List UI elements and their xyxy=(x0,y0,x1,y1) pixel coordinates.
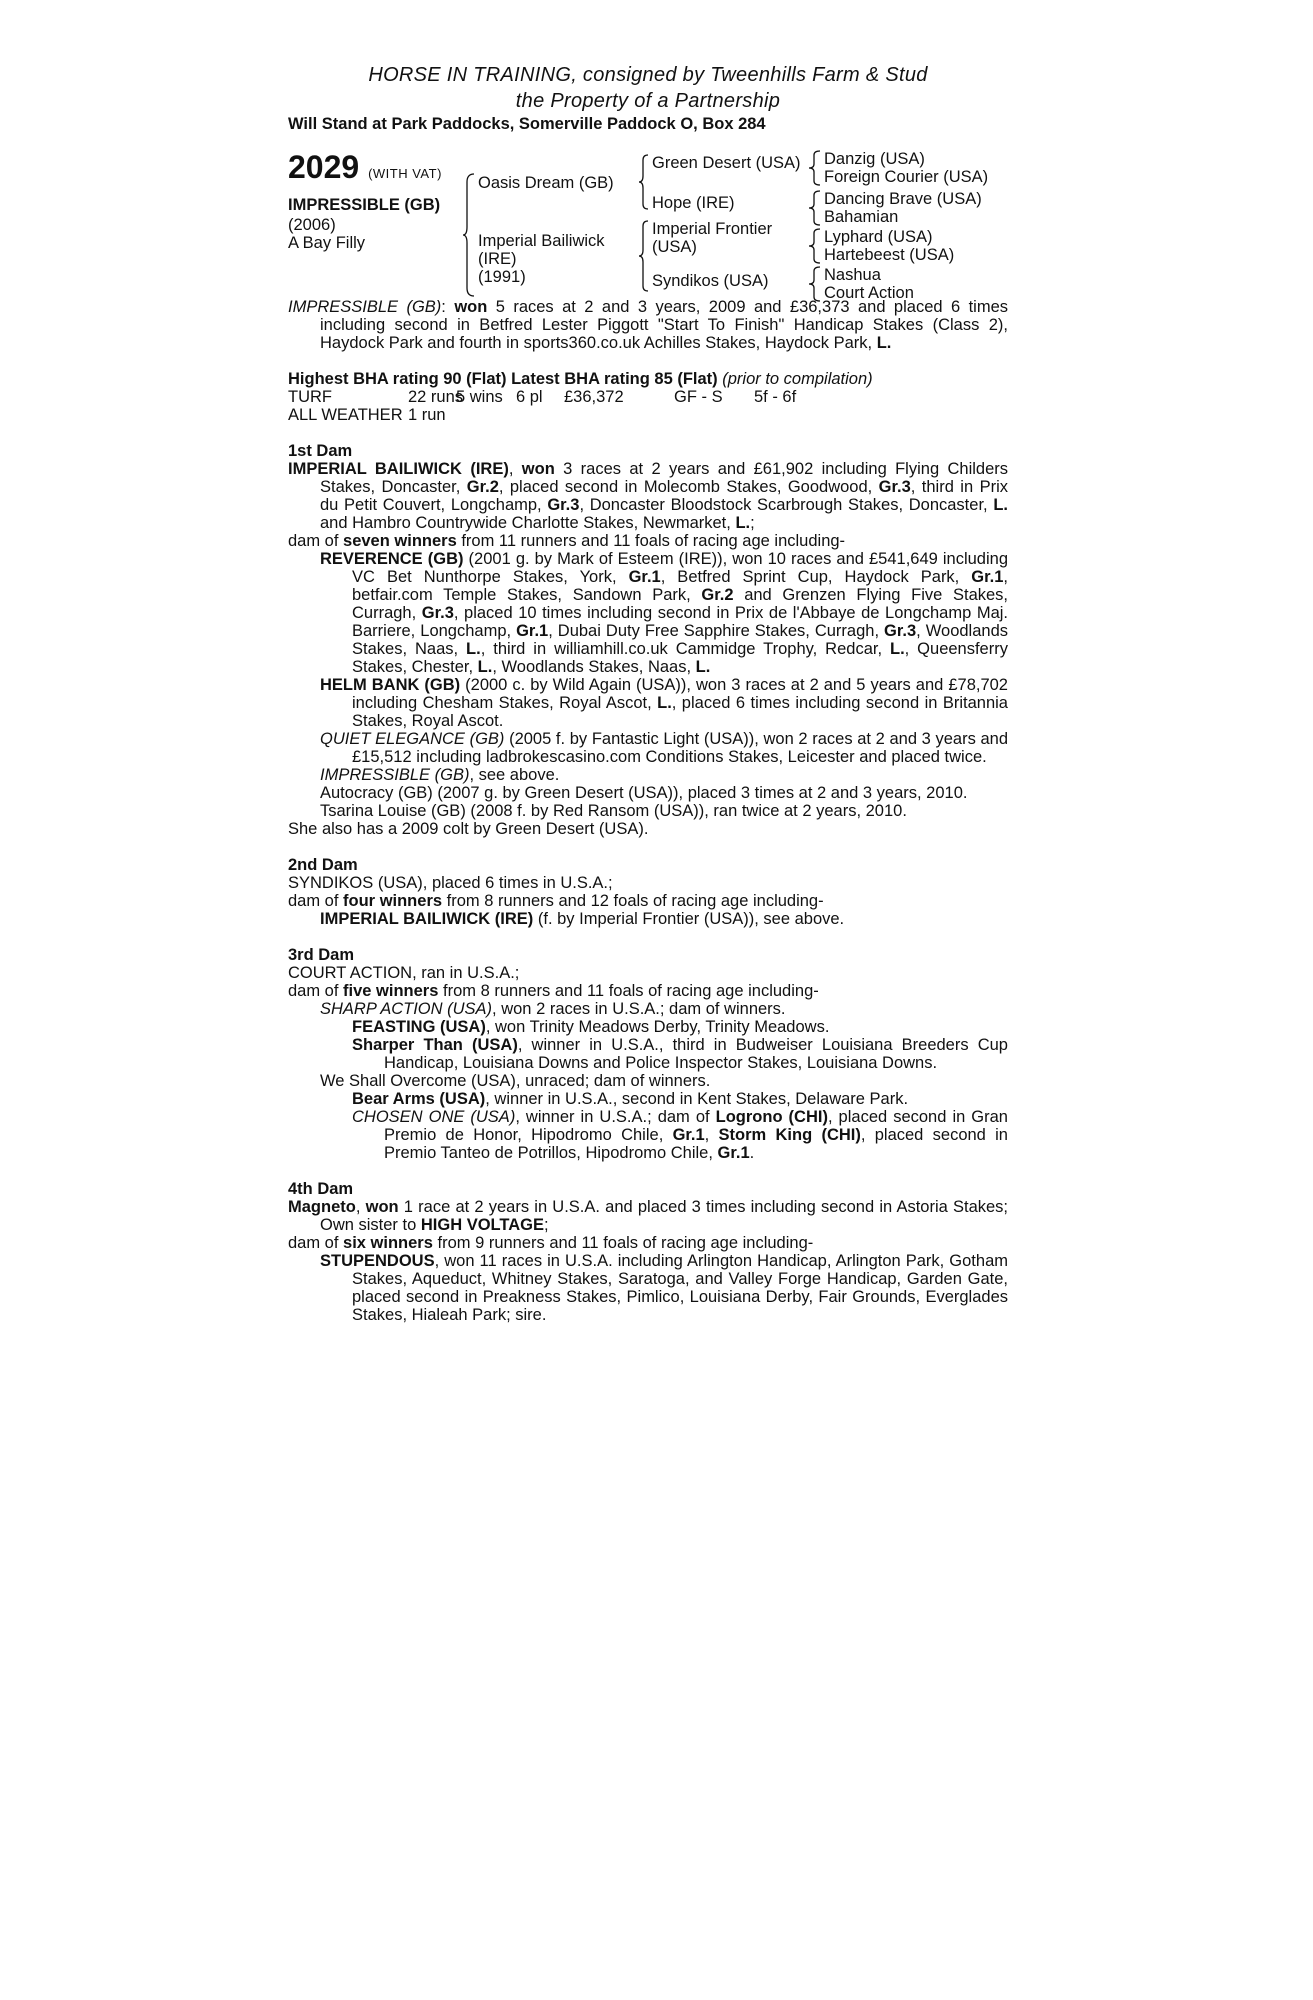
lot-number: 2029 (WITH VAT) xyxy=(288,149,442,185)
catalogue-page xyxy=(288,62,1008,1324)
property-line: the Property of a Partnership xyxy=(515,90,781,112)
turf-record: TURF 22 runs 5 wins 6 pl £36,372 GF - S 5f - 6f xyxy=(288,388,797,406)
sd-dam: Bahamian xyxy=(824,208,899,226)
produce-autocracy: Autocracy (GB) (2007 g. by Green Desert (USA)), placed 3 times at 2 and 3 years, 2010. xyxy=(320,784,968,802)
sire-brace xyxy=(638,154,650,210)
dam-sire-line2: (USA) xyxy=(652,238,697,256)
race-record: IMPRESSIBLE (GB): won 5 races at 2 and 3 years, 2009 and £36,373 and placed 6 times including second in Betfred Lester Piggott "Start To Finish" Handicap Stakes (Class 2), Haydock Park and fourth in sports360.co.uk Achilles Stakes, Haydock Park, L. xyxy=(288,298,1008,352)
third-dam-section: 3rd Dam COURT ACTION, ran in U.S.A.; dam of five winners from 8 runners and 11 foals of racing age including- SHARP ACTION (USA), won 2 races in U.S.A.; dam of winners. FEASTING (USA), won Trinity Meadows Derby, Trinity Meadows. Sharper Than (USA), winner in U.S.A., third in Budweiser Louisiana Breeders Cup Handicap, Louisiana Downs and Police Inspector Stakes, Louisiana Downs. We Shall Overcome (USA), unraced; dam of winners. Bear Arms (USA), winner in U.S.A., second in Kent Stakes, Delaware Park. CHOSEN ONE (USA), winner in U.S.A.; dam of Logrono (CHI), placed second in Gran Premio de Honor, Hipodromo Chile, Gr.1, Storm King (CHI), placed second in Premio Tanteo de Potrillos, Hipodromo Chile, Gr.1. xyxy=(288,946,1008,1162)
ds-dam: Hartebeest (USA) xyxy=(824,246,955,264)
produce-reverence: REVERENCE (GB) (2001 g. by Mark of Esteem (IRE)), won 10 races and £541,649 including VC Bet Nunthorpe Stakes, York, Gr.1, Betfred Sprint Cup, Haydock Park, Gr.1, betfair.com Temple Stakes, Sandown Park, Gr.2 and Grenzen Flying Five Stakes, Curragh, Gr.3, placed 10 times including second in Prix de l'Abbaye de Longchamp Maj. Barriere, Longchamp, Gr.1, Dubai Duty Free Sapphire Stakes, Curragh, Gr.3, Woodlands Stakes, Naas, L., third in williamhill.co.uk Cammidge Trophy, Redcar, L., Queensferry Stakes, Chester, L., Woodlands Stakes, Naas, L. xyxy=(320,550,1009,676)
dam-year: (1991) xyxy=(478,268,526,286)
first-dam-section: 1st Dam IMPERIAL BAILIWICK (IRE), won 3 races at 2 years and £61,902 including Flying Childers Stakes, Doncaster, Gr.2, placed second in Molecomb Stakes, Goodwood, Gr.3, third in Prix du Petit Couvert, Longchamp, Gr.3, Doncaster Bloodstock Scarbrough Stakes, Doncaster, L. and Hambro Countrywide Charlotte Stakes, Newmarket, L.; dam of seven winners from 11 runners and 11 foals of racing age including- REVERENCE (GB) (2001 g. by Mark of Esteem (IRE)), won 10 races and £541,649 including VC Bet Nunthorpe Stakes, York, Gr.1, Betfred Sprint Cup, Haydock Park, Gr.1, betfair.com Temple Stakes, Sandown Park, Gr.2 and Grenzen Flying Five Stakes, Curragh, Gr.3, placed 10 times including second in Prix de l'Abbaye de Longchamp Maj. Barriere, Longchamp, Gr.1, Dubai Duty Free Sapphire Stakes, Curragh, Gr.3, Woodlands Stakes, Naas, L., third in williamhill.co.uk Cammidge Trophy, Redcar, L., Queensferry Stakes, Chester, L., Woodlands Stakes, Naas, L. HELM BANK (GB) (2000 c. by Wild Again (USA)), won 3 races at 2 and 5 years and £78,702 including Chesham Stakes, Royal Ascot, L., placed 6 times including second in Britannia Stakes, Royal Ascot. QUIET ELEGANCE (GB) (2005 f. by Fantastic Light (USA)), won 2 races at 2 and 3 years and £15,512 including ladbrokescasino.com Conditions Stakes, Leicester and placed twice. IMPRESSIBLE (GB), see above. Autocracy (GB) (2007 g. by Green Desert (USA)), placed 3 times at 2 and 3 years, 2010. Tsarina Louise (GB) (2008 f. by Red Ransom (USA)), ran twice at 2 years, 2010. She also has a 2009 colt by Green Desert (USA). xyxy=(288,442,1009,838)
fourth-dam-section: 4th Dam Magneto, won 1 race at 2 years in U.S.A. and placed 3 times including second in Astoria Stakes; Own sister to HIGH VOLTAGE; dam of six winners from 9 runners and 11 foals of racing age including- STUPENDOUS, won 11 races in U.S.A. including Arlington Handicap, Arlington Park, Gotham Stakes, Aqueduct, Whitney Stakes, Saratoga, and Valley Forge Handicap, Garden Gate, placed second in Preakness Stakes, Pimlico, Louisiana Derby, Fair Grounds, Everglades Stakes, Hialeah Park; sire. xyxy=(288,1180,1009,1324)
horse-name: IMPRESSIBLE (GB) xyxy=(288,196,441,214)
sd-sire: Dancing Brave (USA) xyxy=(824,190,982,208)
brace-sd xyxy=(808,190,822,226)
ss-dam: Foreign Courier (USA) xyxy=(824,168,989,186)
all-weather-record: ALL WEATHER 1 run xyxy=(288,406,446,424)
horse-description: A Bay Filly xyxy=(288,234,366,252)
dd-sire: Nashua xyxy=(824,266,881,284)
produce-helm-bank: HELM BANK (GB) (2000 c. by Wild Again (USA)), won 3 races at 2 and 5 years and £78,702 including Chesham Stakes, Royal Ascot, L., placed 6 times including second in Britannia Stakes, Royal Ascot. xyxy=(320,676,1008,730)
ss-sire: Danzig (USA) xyxy=(824,150,925,168)
produce-tsarina-louise: Tsarina Louise (GB) (2008 f. by Red Ransom (USA)), ran twice at 2 years, 2010. xyxy=(320,802,907,820)
consignor-line: HORSE IN TRAINING, consigned by Tweenhills Farm & Stud xyxy=(368,64,928,86)
sire-sire: Green Desert (USA) xyxy=(652,154,801,172)
dam-name-line2: (IRE) xyxy=(478,250,517,268)
produce-quiet-elegance: QUIET ELEGANCE (GB) (2005 f. by Fantastic Light (USA)), won 2 races at 2 and 3 years and £15,512 including ladbrokescasino.com Conditions Stakes, Leicester and placed twice. xyxy=(320,730,1009,766)
produce-note: She also has a 2009 colt by Green Desert (USA). xyxy=(288,820,649,838)
brace-dd xyxy=(808,266,822,302)
dam-name-line1: Imperial Bailiwick xyxy=(478,232,605,250)
dam-dam: Syndikos (USA) xyxy=(652,272,769,290)
rating-block: Highest BHA rating 90 (Flat) Latest BHA rating 85 (Flat) (prior to compilation) TURF 22 runs 5 wins 6 pl £36,372 GF - S 5f - 6f ALL WEATHER 1 run xyxy=(288,370,1008,424)
foaling-year: (2006) xyxy=(288,216,336,234)
produce-impressible: IMPRESSIBLE (GB), see above. xyxy=(320,766,560,784)
dam-brace xyxy=(638,220,650,292)
dd-dam: Court Action xyxy=(824,284,914,302)
stand-line: Will Stand at Park Paddocks, Somerville Paddock O, Box 284 xyxy=(288,115,766,133)
ds-sire: Lyphard (USA) xyxy=(824,228,933,246)
dam-sire-line1: Imperial Frontier xyxy=(652,220,773,238)
second-dam-section: 2nd Dam SYNDIKOS (USA), placed 6 times in U.S.A.; dam of four winners from 8 runners and 12 foals of racing age including- IMPERIAL BAILIWICK (IRE) (f. by Imperial Frontier (USA)), see above. xyxy=(288,856,845,928)
sire-dam: Hope (IRE) xyxy=(652,194,735,212)
sire-name: Oasis Dream (GB) xyxy=(478,174,614,192)
main-brace xyxy=(462,172,476,298)
brace-ss xyxy=(808,150,822,186)
brace-ds xyxy=(808,228,822,264)
pedigree-table xyxy=(288,149,1008,302)
